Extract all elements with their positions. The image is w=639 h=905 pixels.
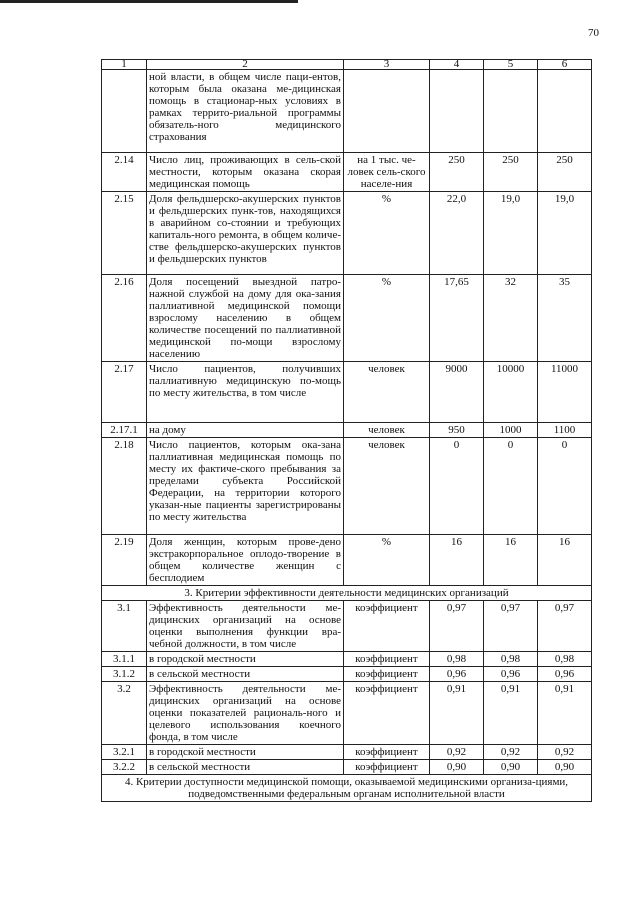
table-row (102, 153, 592, 192)
row-number: 3.1 (102, 601, 147, 652)
table-row (102, 192, 592, 275)
row-value-col5: 32 (484, 275, 538, 362)
row-indicator-text: Доля посещений выездной патро-нажной службой на дому для ока-зания паллиативной медицинской помощи взрослому населению в общем количестве посещений по паллиативной медицинской по-мощи взрослому населению (147, 275, 344, 362)
row-unit: % (344, 192, 430, 275)
row-indicator-text: Доля фельдшерско-акушерских пунктов и фельдшерских пунк-тов, находящихся в аварийном со-стоянии и требующих капиталь-ного ремонта, в общем количе-стве фельдшерско-акушерских пунктов и фельдшерских пунктов (147, 192, 344, 275)
row-value-col6: 1100 (538, 423, 592, 438)
row-value-col5: 10000 (484, 362, 538, 423)
row-value-col6: 0,92 (538, 745, 592, 760)
row-unit: коэффициент (344, 652, 430, 667)
row-number: 3.2 (102, 682, 147, 745)
row-number: 3.1.2 (102, 667, 147, 682)
section-3-title-row (102, 586, 592, 601)
row-indicator-text: Число пациентов, получивших паллиативную медицинскую по-мощь по месту жительства, в том числе (147, 362, 344, 423)
row-indicator-text: Число лиц, проживающих в сель-ской местности, которым оказана скорая медицинская помощь (147, 153, 344, 192)
header-col-5: 5 (484, 60, 538, 70)
header-col-4: 4 (430, 60, 484, 70)
table-row (102, 667, 592, 682)
table-row (102, 438, 592, 535)
table-row (102, 423, 592, 438)
row-value-col6 (538, 70, 592, 153)
row-indicator-text: в сельской местности (147, 667, 344, 682)
row-value-col5: 0,97 (484, 601, 538, 652)
row-value-col4: 0,91 (430, 682, 484, 745)
row-unit: коэффициент (344, 682, 430, 745)
row-value-col4: 0,96 (430, 667, 484, 682)
row-number: 2.19 (102, 535, 147, 586)
row-unit: коэффициент (344, 667, 430, 682)
header-row (102, 60, 592, 70)
row-indicator-text: в сельской местности (147, 760, 344, 775)
row-unit: коэффициент (344, 760, 430, 775)
table-row (102, 362, 592, 423)
row-indicator-text: на дому (147, 423, 344, 438)
row-value-col5 (484, 70, 538, 153)
row-value-col4: 0 (430, 438, 484, 535)
row-indicator-text: в городской местности (147, 745, 344, 760)
row-value-col6: 0,98 (538, 652, 592, 667)
table-row (102, 745, 592, 760)
row-value-col4: 250 (430, 153, 484, 192)
header-col-2: 2 (147, 60, 344, 70)
table-row (102, 535, 592, 586)
row-value-col5: 19,0 (484, 192, 538, 275)
row-value-col5: 0 (484, 438, 538, 535)
row-value-col5: 0,91 (484, 682, 538, 745)
table-row (102, 760, 592, 775)
row-unit: человек (344, 423, 430, 438)
row-value-col6: 0,90 (538, 760, 592, 775)
section-3-title: 3. Критерии эффективности деятельности медицинских организаций (102, 586, 592, 601)
row-unit: % (344, 535, 430, 586)
row-unit: человек (344, 438, 430, 535)
header-col-6: 6 (538, 60, 592, 70)
row-indicator-text: Число пациентов, которым ока-зана паллиативная медицинская помощь по месту их фактиче-ского пребывания за пределами субъекта Российской Федерации, на территории которого указан-ные пациенты зарегистрированы по месту жительства (147, 438, 344, 535)
row-number: 2.17.1 (102, 423, 147, 438)
row-value-col4: 0,90 (430, 760, 484, 775)
header-col-1: 1 (102, 60, 147, 70)
row-value-col4: 22,0 (430, 192, 484, 275)
row-unit: человек (344, 362, 430, 423)
row-value-col6: 250 (538, 153, 592, 192)
row-number: 2.17 (102, 362, 147, 423)
table-row (102, 652, 592, 667)
row-value-col5: 250 (484, 153, 538, 192)
row-value-col6: 35 (538, 275, 592, 362)
row-value-col4: 950 (430, 423, 484, 438)
row-indicator-text: ной власти, в общем числе паци-ентов, которым была оказана ме-дицинская помощь в стационар-ных условиях в рамках террито-риальной программы обязатель-ного медицинского страхования (147, 70, 344, 153)
row-number: 2.14 (102, 153, 147, 192)
row-value-col6: 11000 (538, 362, 592, 423)
table-row (102, 275, 592, 362)
row-value-col5: 0,96 (484, 667, 538, 682)
row-value-col4: 16 (430, 535, 484, 586)
row-indicator-text: в городской местности (147, 652, 344, 667)
row-value-col4: 17,65 (430, 275, 484, 362)
table-row (102, 682, 592, 745)
row-value-col6: 0,97 (538, 601, 592, 652)
row-value-col4: 0,97 (430, 601, 484, 652)
row-value-col4 (430, 70, 484, 153)
row-value-col4: 0,92 (430, 745, 484, 760)
row-unit: на 1 тыс. че-ловек сель-ского населе-ния (344, 153, 430, 192)
row-value-col6: 0,91 (538, 682, 592, 745)
row-value-col6: 19,0 (538, 192, 592, 275)
criteria-table (101, 59, 592, 802)
row-unit (344, 70, 430, 153)
row-value-col5: 0,92 (484, 745, 538, 760)
row-value-col4: 9000 (430, 362, 484, 423)
row-number: 3.2.2 (102, 760, 147, 775)
row-unit: коэффициент (344, 601, 430, 652)
header-col-3: 3 (344, 60, 430, 70)
row-number: 3.2.1 (102, 745, 147, 760)
table-row (102, 601, 592, 652)
row-value-col5: 16 (484, 535, 538, 586)
row-indicator-text: Эффективность деятельности ме-дицинских организаций на основе оценки выполнения функции вра-чебной должности, в том числе (147, 601, 344, 652)
row-value-col4: 0,98 (430, 652, 484, 667)
row-unit: коэффициент (344, 745, 430, 760)
section-4-title: 4. Критерии доступности медицинской помощи, оказываемой медицинскими организа-циями, подведомственными федеральным органам исполнительной власти (102, 775, 592, 802)
top-rule (0, 0, 298, 3)
row-number (102, 70, 147, 153)
row-unit: % (344, 275, 430, 362)
row-number: 3.1.1 (102, 652, 147, 667)
row-value-col5: 0,90 (484, 760, 538, 775)
row-value-col5: 0,98 (484, 652, 538, 667)
row-value-col6: 0 (538, 438, 592, 535)
section-4-title-row (102, 775, 592, 802)
page-number: 70 (588, 27, 599, 39)
row-value-col6: 16 (538, 535, 592, 586)
row-indicator-text: Эффективность деятельности ме-дицинских организаций на основе оценки показателей рациональ-ного и целевого использования коечного фонда, в том числе (147, 682, 344, 745)
row-value-col5: 1000 (484, 423, 538, 438)
row-number: 2.18 (102, 438, 147, 535)
row-number: 2.16 (102, 275, 147, 362)
row-indicator-text: Доля женщин, которым прове-дено экстракорпоральное оплодо-творение в общем количестве женщин с бесплодием (147, 535, 344, 586)
row-number: 2.15 (102, 192, 147, 275)
row-value-col6: 0,96 (538, 667, 592, 682)
table-row (102, 70, 592, 153)
